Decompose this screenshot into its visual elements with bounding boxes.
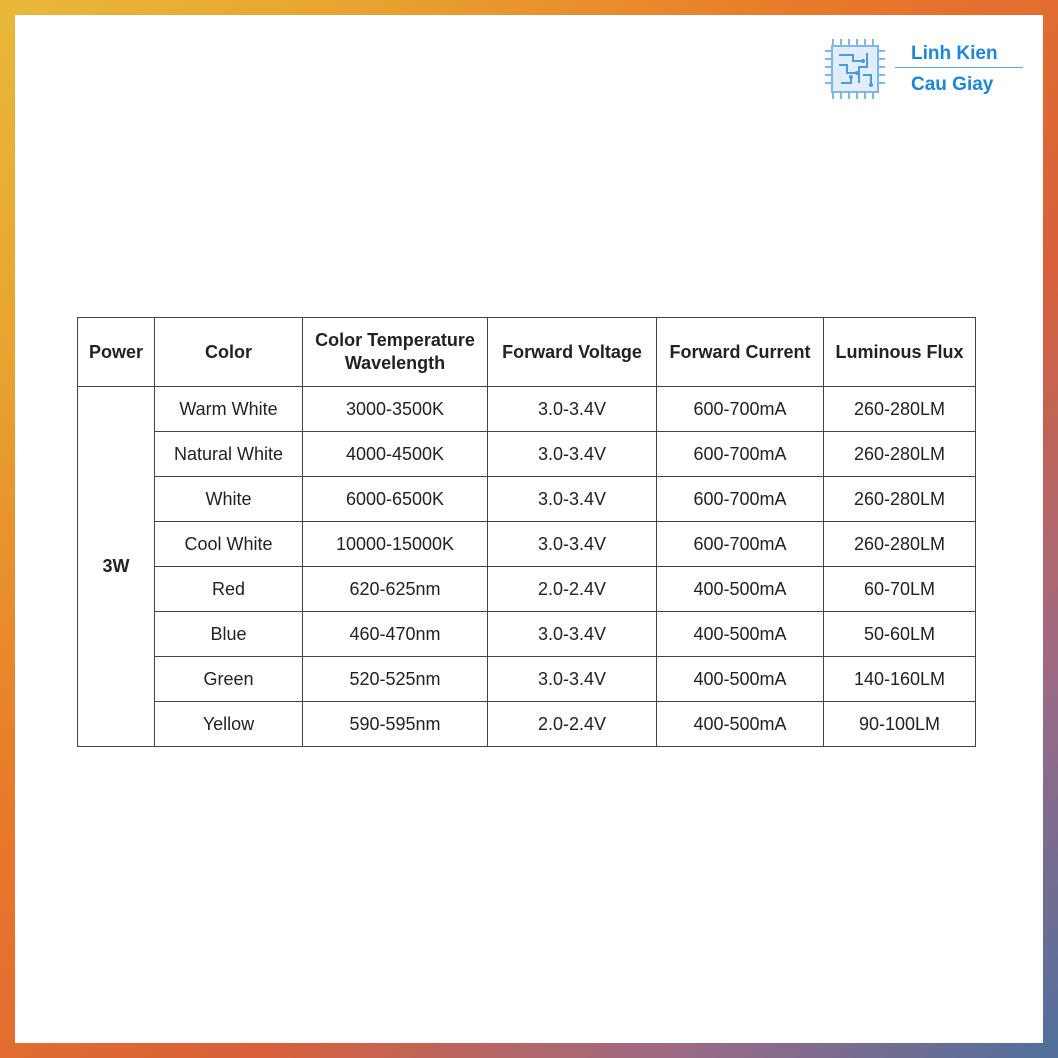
cell-color: Cool White [155,522,303,567]
cell-voltage: 3.0-3.4V [488,477,657,522]
cell-flux: 60-70LM [824,567,976,612]
header-power: Power [78,318,155,387]
cell-voltage: 2.0-2.4V [488,567,657,612]
table-row [78,702,976,747]
cell-current: 600-700mA [657,432,824,477]
cell-voltage: 3.0-3.4V [488,612,657,657]
cell-temperature: 620-625nm [303,567,488,612]
cell-color: Blue [155,612,303,657]
cell-flux: 260-280LM [824,477,976,522]
table-row [78,387,976,432]
cell-current: 600-700mA [657,387,824,432]
cell-color: Warm White [155,387,303,432]
header-forward-voltage: Forward Voltage [488,318,657,387]
cell-current: 400-500mA [657,657,824,702]
cell-temperature: 520-525nm [303,657,488,702]
cell-current: 400-500mA [657,567,824,612]
cell-flux: 50-60LM [824,612,976,657]
header-color-temperature [303,318,488,387]
cell-voltage: 3.0-3.4V [488,522,657,567]
cell-temperature: 10000-15000K [303,522,488,567]
cell-flux: 260-280LM [824,522,976,567]
header-luminous-flux: Luminous Flux [824,318,976,387]
cell-current: 400-500mA [657,702,824,747]
cell-voltage: 3.0-3.4V [488,387,657,432]
cell-flux: 140-160LM [824,657,976,702]
cell-color: Natural White [155,432,303,477]
power-cell: 3W [78,387,155,747]
header-forward-current: Forward Current [657,318,824,387]
brand-name-line2: Cau Giay [911,74,994,95]
circuit-chip-icon [823,37,887,101]
cell-current: 600-700mA [657,522,824,567]
table-row [78,657,976,702]
brand-logo[interactable] [823,37,1033,101]
cell-color: Green [155,657,303,702]
cell-voltage: 3.0-3.4V [488,657,657,702]
led-spec-table [77,317,976,747]
brand-name [907,39,1032,99]
cell-flux: 260-280LM [824,432,976,477]
table-row [78,477,976,522]
table-row [78,612,976,657]
cell-color: Yellow [155,702,303,747]
cell-current: 600-700mA [657,477,824,522]
cell-color: Red [155,567,303,612]
cell-voltage: 3.0-3.4V [488,432,657,477]
brand-name-line1: Linh Kien [911,43,998,64]
header-color-temperature-line1: Color Temperature [315,330,475,350]
cell-current: 400-500mA [657,612,824,657]
header-color: Color [155,318,303,387]
cell-temperature: 6000-6500K [303,477,488,522]
cell-temperature: 4000-4500K [303,432,488,477]
page-frame [15,15,1043,1043]
table-row [78,567,976,612]
table-header-row [78,318,976,387]
cell-flux: 260-280LM [824,387,976,432]
cell-voltage: 2.0-2.4V [488,702,657,747]
cell-flux: 90-100LM [824,702,976,747]
cell-temperature: 590-595nm [303,702,488,747]
cell-temperature: 460-470nm [303,612,488,657]
cell-color: White [155,477,303,522]
header-color-temperature-line2: Wavelength [344,353,446,373]
table-row [78,432,976,477]
table-row [78,522,976,567]
cell-temperature: 3000-3500K [303,387,488,432]
